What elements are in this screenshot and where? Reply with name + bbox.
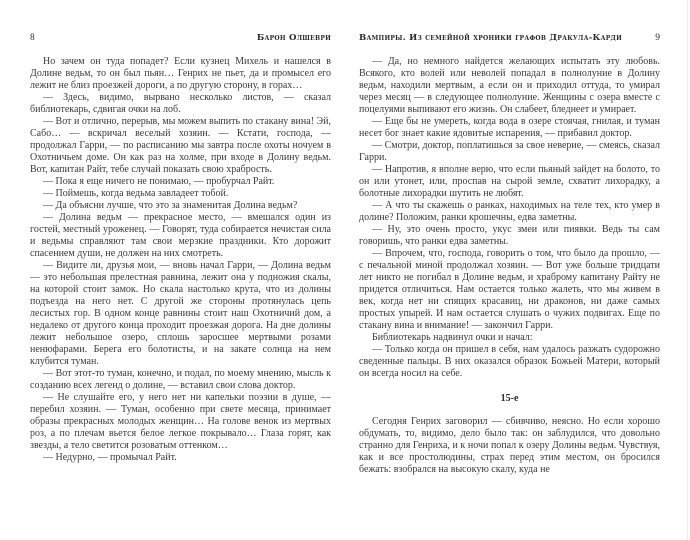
right-running-head: Вампиры. Из семейной хроники графов Дракула-Карди: [359, 33, 623, 43]
paragraph: — Вот этот-то туман, конечно, и подал, по моему мнению, мысль к созданию всех легенд о долине, — вставил свои слова доктор.: [30, 368, 331, 391]
paragraph: — Да объясни лучше, что это за знаменитая Долина ведьм?: [43, 200, 298, 211]
paragraph: — Еще бы не умереть, когда вода в озере стоячая, гнилая, и туман несет бог знает какие ядовитые испарения, — прибавил доктор.: [359, 116, 660, 139]
paragraph: — Видите ли, друзья мои, — вновь начал Гарри, — Долина ведьм — это небольшая прелестная равнина, лежит она у подножия скалы, на которой стоит замок. Но скала настолько крута, что из долины подъезда на него нет. С другой же стороны протянулась цепь лесистых гор. В одном конце равнины стоит наш Охотничий дом, а недалеко от другого конца проходит проезжая дорога. На дне долины лежит небольшое озеро, сплошь заросшее мертвыми розами ненюфарами. Берега его болотисты, и на закате солнца на нем клубится туман.: [30, 260, 331, 367]
right-page-header: [359, 33, 660, 44]
section-heading: 15-е: [500, 393, 519, 404]
paragraph: — Напротив, я вполне верю, что если пьяный зайдет на болото, то он или утонет, или, проспав на сырой земле, схватит лихорадку, а болотные лихорадки шутить не любят.: [359, 164, 660, 199]
paragraph: — Вот и отлично, перерыв, мы можем выпить по стакану вина! Эй, Сабо… — вскричал веселый хозяин. — Кстати, господа, — продолжал Гарри, — по расписанию мы завтра после охоты ночуем в Охотничьем доме. Он как раз на холме, при входе в Долину ведьм. Вот, капитан Райт, тебе случай показать свою храбрость.: [30, 116, 331, 175]
left-page-body: [30, 56, 331, 464]
paragraph: — Не слушайте его, у него нет ни капельки поэзии в душе, — перебил хозяин. — Туман, особенно при свете месяца, принимает образы прекрасных молодых женщин… На голове венок из мертвых роз, а по плечам вьется белое легкое покрывало… Глаза горят, как звезды, а тело светится розоватым оттенком…: [30, 392, 331, 451]
right-page: [359, 33, 660, 476]
paragraph: — Поймешь, когда ведьма завладеет тобой.: [43, 188, 229, 199]
paragraph: — Смотри, доктор, поплатишься за свое неверие, — смеясь, сказал Гарри.: [359, 140, 660, 163]
paragraph: — Недурно, — промычал Райт.: [43, 452, 177, 463]
paragraph: — Пока я еще ничего не понимаю, — пробурчал Райт.: [43, 176, 275, 187]
paragraph: — А что ты скажешь о ранках, находимых на теле тех, кто умер в долине? Положим, ранки крошечны, едва заметны.: [359, 200, 660, 223]
paragraph: Библиотекарь надвинул очки и начал:: [372, 332, 533, 343]
right-page-body: [359, 56, 660, 476]
paragraph: — Ну, это очень просто, укус змеи или пиявки. Ведь ты сам говоришь, что ранки едва заметны.: [359, 224, 660, 247]
paragraph: Но зачем он туда попадет? Если кузнец Михель и нашелся в Долине ведьм, то он был пьян… Генрих не пьет, да и промысел его лежит не близ проезжей дороги, а по другую сторону, в горах…: [30, 56, 331, 91]
page-edge-line: [687, 0, 688, 540]
right-page-number: 9: [655, 33, 660, 43]
paragraph: Сегодня Генрих заговорил — сбивчиво, неясно. Но если хорошо обдумать, то, видимо, дело было так: он заблудился, что довольно странно для Генриха, и к ночи попал к озеру Долины ведьм. Чувствуя, как и все простолюдины, страх перед этим местом, он бросился бежать: взобрался на высокую скалу, куда не: [359, 416, 660, 475]
paragraph: — Да, но немного найдется желающих испытать эту любовь. Всякого, кто волей или неволей попадал в полнолуние в Долину ведьм, находили мертвым, а если он и приходил оттуда, то умирал через месяц — в следующее полнолуние. Женщины с озера вместе с поцелуями выпивают его жизнь. Он слабеет, бледнеет и умирает.: [359, 56, 660, 115]
paragraph: — Долина ведьм — прекрасное место, — вмешался один из гостей, местный уроженец. — Говорят, туда собирается нечистая сила и ведьмы справляют там свои мерзкие праздники. Кто дорожит спасением души, не должен на них смотреть.: [30, 212, 331, 259]
left-running-head: Барон Олшеври: [256, 33, 331, 43]
paragraph: — Впрочем, что, господа, говорить о том, что было да прошло, — с печальной миной продолжал хозяин. — Вот уже больше тридцати лет никто не погибал в Долине ведьм, и храброму капитану Райту не придется отличиться. Нам остается только жалеть, что мы живем в век, когда нет ни спящих красавиц, ни драконов, ни даже самых простых упырей. И нам остается слушать о чужих подвигах. Еще по стакану вина и внимание! — закончил Гарри.: [359, 248, 660, 331]
left-page-number: 8: [30, 33, 35, 43]
paragraph: — Здесь, видимо, вырвано несколько листов, — сказал библиотекарь, сдвигая очки на лоб.: [30, 92, 331, 115]
left-page-header: [30, 33, 331, 44]
left-page: [30, 33, 331, 464]
paragraph: — Только когда он пришел в себя, нам удалось разжать судорожно сведенные пальцы. В них оказался образок Божьей Матери, который он всегда носил на себе.: [359, 344, 660, 379]
